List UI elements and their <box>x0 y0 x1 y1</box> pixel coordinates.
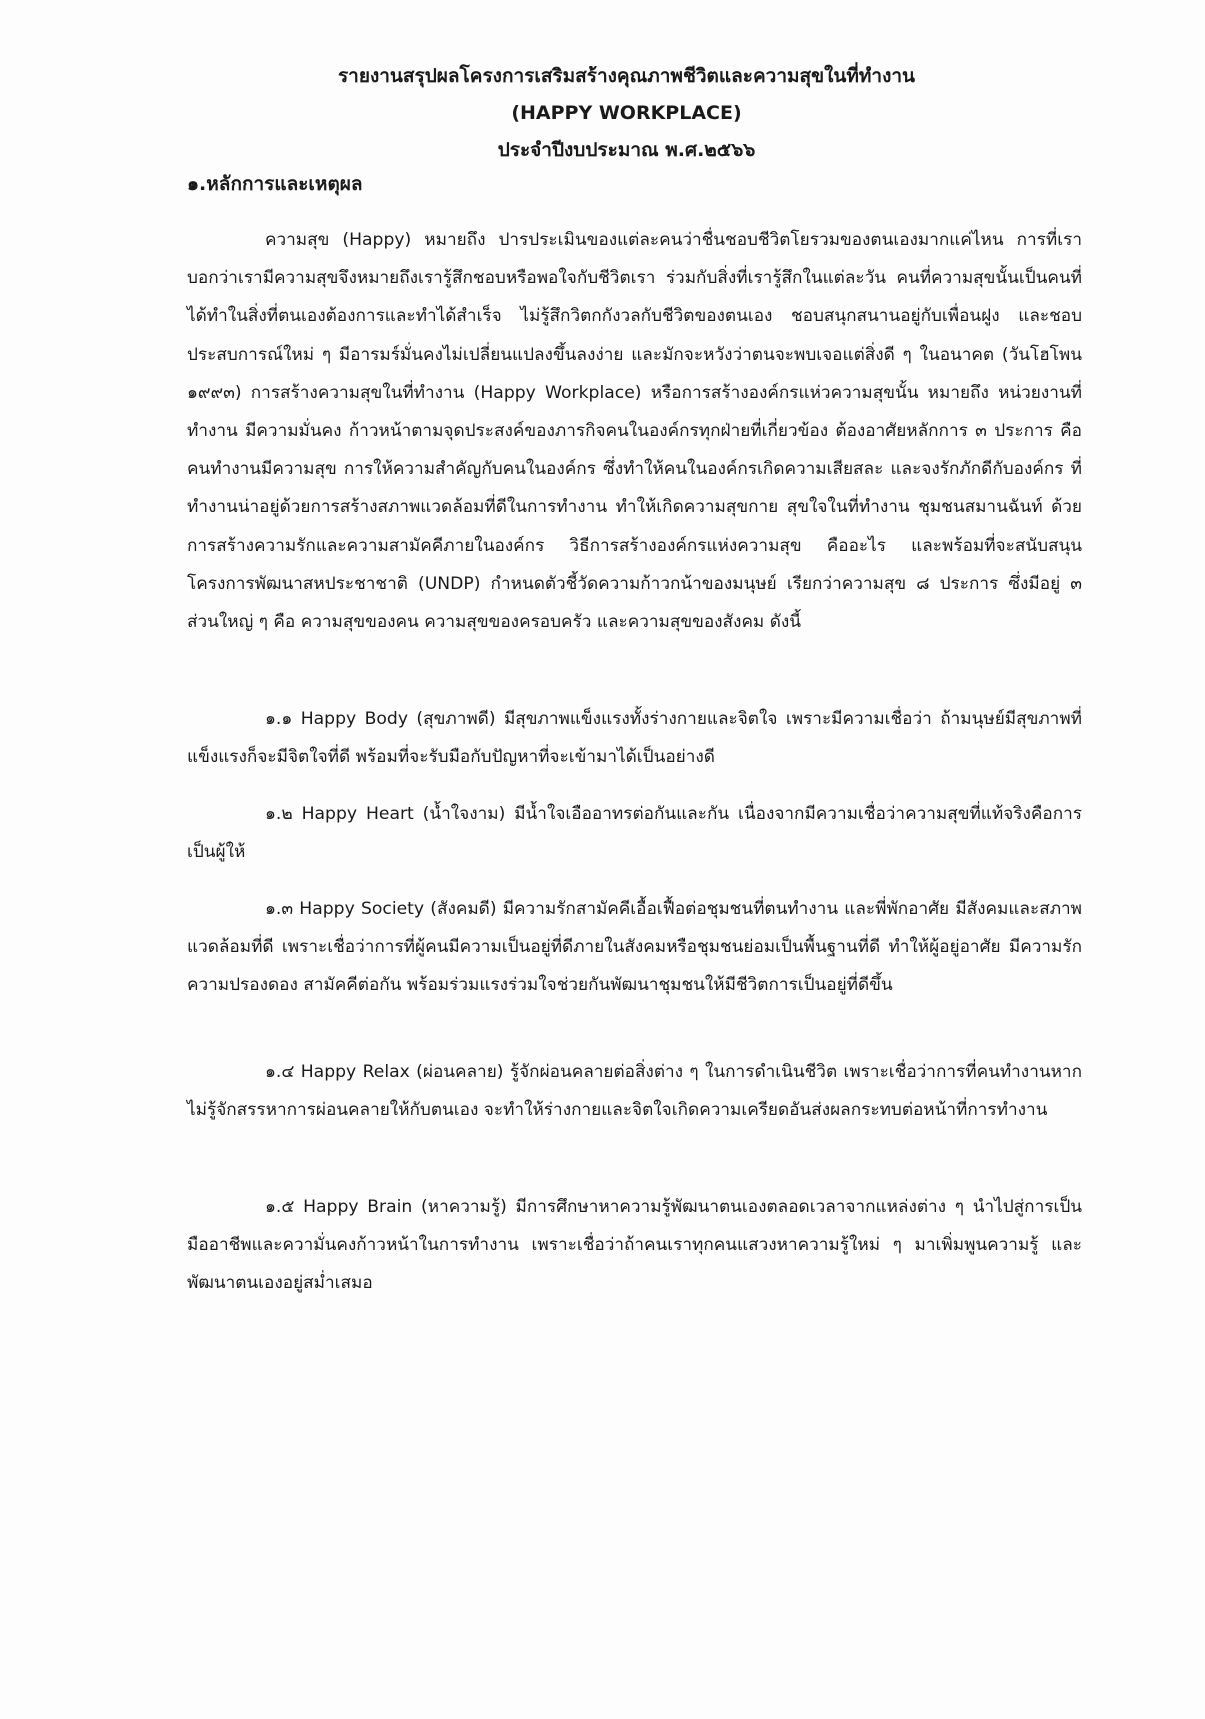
title-line-1: รายงานสรุปผลโครงการเสริมสร้างคุณภาพชีวิตและความสุขในที่ทำงาน <box>337 65 916 87</box>
title-line-2: (HAPPY WORKPLACE) <box>511 102 742 124</box>
document-title <box>0 58 1205 169</box>
section-heading: ๑.หลักการและเหตุผล <box>187 173 363 195</box>
intro-paragraph: ความสุข (Happy) หมายถึง ปารประเมินของแต่ละคนว่าชื่นชอบชีวิตโยรวมของตนเองมากแค่ไหน การที่เราบอกว่าเรามีความสุขจึงหมายถึงเรารู้สึกชอบหรือพอใจกับชีวิตเรา ร่วมกับสิ่งที่เรารู้สึกในแต่ละวัน คนที่ความสุขนั้นเป็นคนที่ได้ทำในสิ่งที่ตนเองต้องการและทำได้สำเร็จ ไม่รู้สึกวิตกกังวลกับชีวิตของตนเอง ชอบสนุกสนานอยู่กับเพื่อนฝูง และชอบประสบการณ์ใหม่ ๆ มีอารมร์มั่นคงไม่เปลี่ยนแปลงขึ้นลงง่าย และมักจะหวังว่าตนจะพบเจอแต่สิ่งดี ๆ ในอนาคต (วันโฮโพน ๑๙๙๓) การสร้างความสุขในที่ทำงาน (Happy Workplace) หรือการสร้างองค์กรแห่วความสุขนั้น หมายถึง หน่วยงานที่ทำงาน มีความมั่นคง ก้าวหน้าตามจุดประสงค์ของภารกิจคนในองค์กรทุกฝ่ายที่เกี่ยวข้อง ต้องอาศัยหลักการ ๓ ประการ คือ คนทำงานมีความสุข การให้ความสำคัญกับคนในองค์กร ซึ่งทำให้คนในองค์กรเกิดความเสียสละ และจงรักภักดีกับองค์กร ที่ทำงานน่าอยู่ด้วยการสร้างสภาพแวดล้อมที่ดีในการทำงาน ทำให้เกิดความสุขกาย สุขใจในที่ทำงาน ชุมชนสมานฉันท์ ด้วยการสร้างความรักและความสามัคคีภายในองค์กร วิธีการสร้างองค์กรแห่งความสุข คืออะไร และพร้อมที่จะสนับสนุน โครงการพัฒนาสหประชาชาติ (UNDP) กำหนดตัวชี้วัดความก้าวกน้าของมนุษย์ เรียกว่าความสุข ๘ ประการ ซึ่งมีอยู่ ๓ ส่วนใหญ่ ๆ คือ ความสุขของคน ความสุขของครอบครัว และความสุขของสังคม ดังนี้ <box>187 230 1082 633</box>
item-happy-relax: ๑.๔ Happy Relax (ผ่อนคลาย) รู้จักผ่อนคลายต่อสิ่งต่าง ๆ ในการดำเนินชีวิต เพราะเชื่อว่าการที่คนทำงานหากไม่รู้จักสรรหาการผ่อนคลายให้กับตนเอง จะทำให้ร่างกายและจิตใจเกิดความเครียดอันส่งผลกระทบต่อหน้าที่การทำงาน <box>187 1062 1082 1121</box>
item-happy-body: ๑.๑ Happy Body (สุขภาพดี) มีสุขภาพแข็งแรงทั้งร่างกายและจิตใจ เพราะมีความเชื่อว่า ถ้ามนุษย์มีสุขภาพที่แข็งแรงก็จะมีจิตใจที่ดี พร้อมที่จะรับมือกับปัญหาที่จะเข้ามาได้เป็นอย่างดี <box>187 709 1082 768</box>
item-happy-society: ๑.๓ Happy Society (สังคมดี) มีความรักสามัคคีเอื้อเฟื้อต่อชุมชนที่ตนทำงาน และพี่พักอาศัย มีสังคมและสภาพแวดล้อมที่ดี เพราะเชื่อว่าการที่ผู้คนมีความเป็นอยู่ที่ดีภายในสังคมหรือชุมชนย่อมเป็นพื้นฐานที่ดี ทำให้ผู้อยู่อาศัย มีความรัก ความปรองดอง สามัคคีต่อกัน พร้อมร่วมแรงร่วมใจช่วยกันพัฒนาชุมชนให้มีชีวิตการเป็นอยู่ที่ดีขึ้น <box>187 899 1082 996</box>
title-line-3: ประจำปีงบประมาณ พ.ศ.๒๕๖๖ <box>497 139 756 161</box>
item-happy-heart: ๑.๒ Happy Heart (น้ำใจงาม) มีน้ำใจเอืออาทรต่อกันและกัน เนื่องจากมีความเชื่อว่าความสุขที่แท้จริงคือการเป็นผู้ให้ <box>187 804 1082 863</box>
item-happy-brain: ๑.๕ Happy Brain (หาความรู้) มีการศึกษาหาความรู้พัฒนาตนเองตลอดเวลาจากแหล่งต่าง ๆ นำไปสู่การเป็นมืออาชีพและความั่นคงก้าวหน้าในการทำงาน เพราะเชื่อว่าถ้าคนเราทุกคนแสวงหาความรู้ใหม่ ๆ มาเพิ่มพูนความรู้ และพัฒนาตนเองอยู่สม่ำเสมอ <box>187 1197 1082 1294</box>
